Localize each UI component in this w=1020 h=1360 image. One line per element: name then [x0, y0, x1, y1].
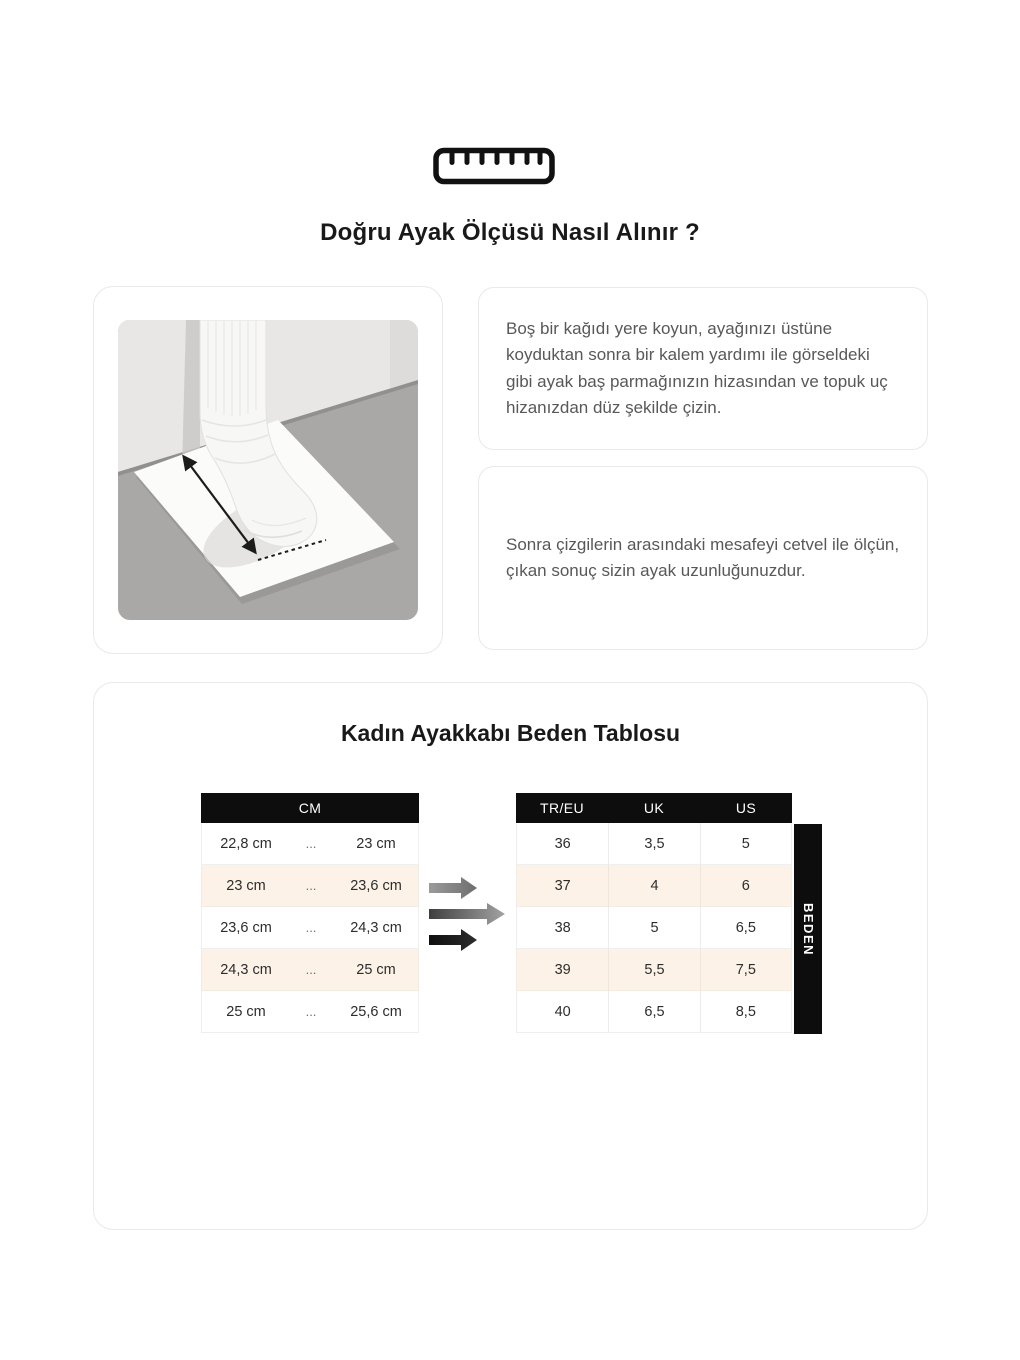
size-chart-title: Kadın Ayakkabı Beden Tablosu: [340, 720, 681, 746]
range-separator: ...: [305, 836, 317, 851]
range-separator: ...: [305, 878, 317, 893]
table-row: [201, 949, 419, 991]
instruction-text-measure: Sonra çizgilerin arasındaki mesafeyi cetvel ile ölçün, çıkan sonuç sizin ayak uzunluğunuzdur.: [506, 534, 900, 580]
size-us: 6,5: [700, 907, 791, 949]
table-row: [201, 991, 419, 1033]
cm-max: 24,3 cm: [350, 919, 402, 936]
table-row: [516, 865, 792, 907]
cm-min: 22,8 cm: [220, 835, 272, 852]
cm-min: 23 cm: [226, 877, 266, 894]
cm-table-header: CM: [201, 793, 419, 823]
instruction-card-draw: [478, 287, 928, 450]
size-uk: 4: [608, 865, 699, 907]
table-row: [516, 949, 792, 991]
foot-measurement-photo: [118, 320, 418, 620]
ruler-icon: [432, 146, 556, 186]
table-row: [516, 991, 792, 1033]
range-separator: ...: [305, 962, 317, 977]
table-row: [516, 907, 792, 949]
table-row: [201, 907, 419, 949]
page-title: Doğru Ayak Ölçüsü Nasıl Alınır ?: [320, 219, 700, 246]
size-chart-card: [93, 682, 928, 1230]
size-uk: 5: [608, 907, 699, 949]
size-uk: 6,5: [608, 991, 699, 1033]
size-uk: 5,5: [608, 949, 699, 991]
size-table-header: [516, 793, 792, 823]
measurement-photo-card: [93, 286, 443, 654]
column-header-tr-eu: TR/EU: [540, 800, 584, 816]
size-tr-eu: 37: [554, 878, 571, 894]
size-tr-eu: 38: [554, 920, 571, 936]
beden-side-label: [794, 824, 822, 1034]
size-us: 8,5: [700, 991, 791, 1033]
cm-max: 23,6 cm: [350, 877, 402, 894]
range-separator: ...: [305, 920, 317, 935]
cm-min: 23,6 cm: [220, 919, 272, 936]
instruction-text-draw: Boş bir kağıdı yere koyun, ayağınızı üstüne koyduktan sonra bir kalem yardımı ile görseldeki gibi ayak baş parmağınızın hizasından ve topuk uç hizanızdan düz şekilde çizin.: [506, 318, 888, 417]
cm-min: 24,3 cm: [220, 961, 272, 978]
size-us: 6: [700, 865, 791, 907]
conversion-arrows-icon: [429, 875, 513, 953]
cm-max: 25,6 cm: [350, 1003, 402, 1020]
size-tr-eu: 36: [554, 836, 571, 852]
range-separator: ...: [305, 1004, 317, 1019]
size-us: 5: [700, 823, 791, 865]
cm-max: 23 cm: [356, 835, 396, 852]
cm-max: 25 cm: [356, 961, 396, 978]
size-tr-eu: 39: [554, 962, 571, 978]
table-row: [201, 823, 419, 865]
beden-label-text: BEDEN: [800, 902, 816, 956]
size-conversion-table: [516, 793, 792, 1033]
size-uk: 3,5: [608, 823, 699, 865]
cm-min: 25 cm: [226, 1003, 266, 1020]
instruction-card-measure: [478, 466, 928, 650]
table-row: [201, 865, 419, 907]
table-row: [516, 823, 792, 865]
size-us: 7,5: [700, 949, 791, 991]
size-tr-eu: 40: [554, 1004, 571, 1020]
column-header-uk: UK: [643, 800, 665, 816]
column-header-us: US: [735, 800, 757, 816]
cm-range-table: [201, 793, 419, 1033]
